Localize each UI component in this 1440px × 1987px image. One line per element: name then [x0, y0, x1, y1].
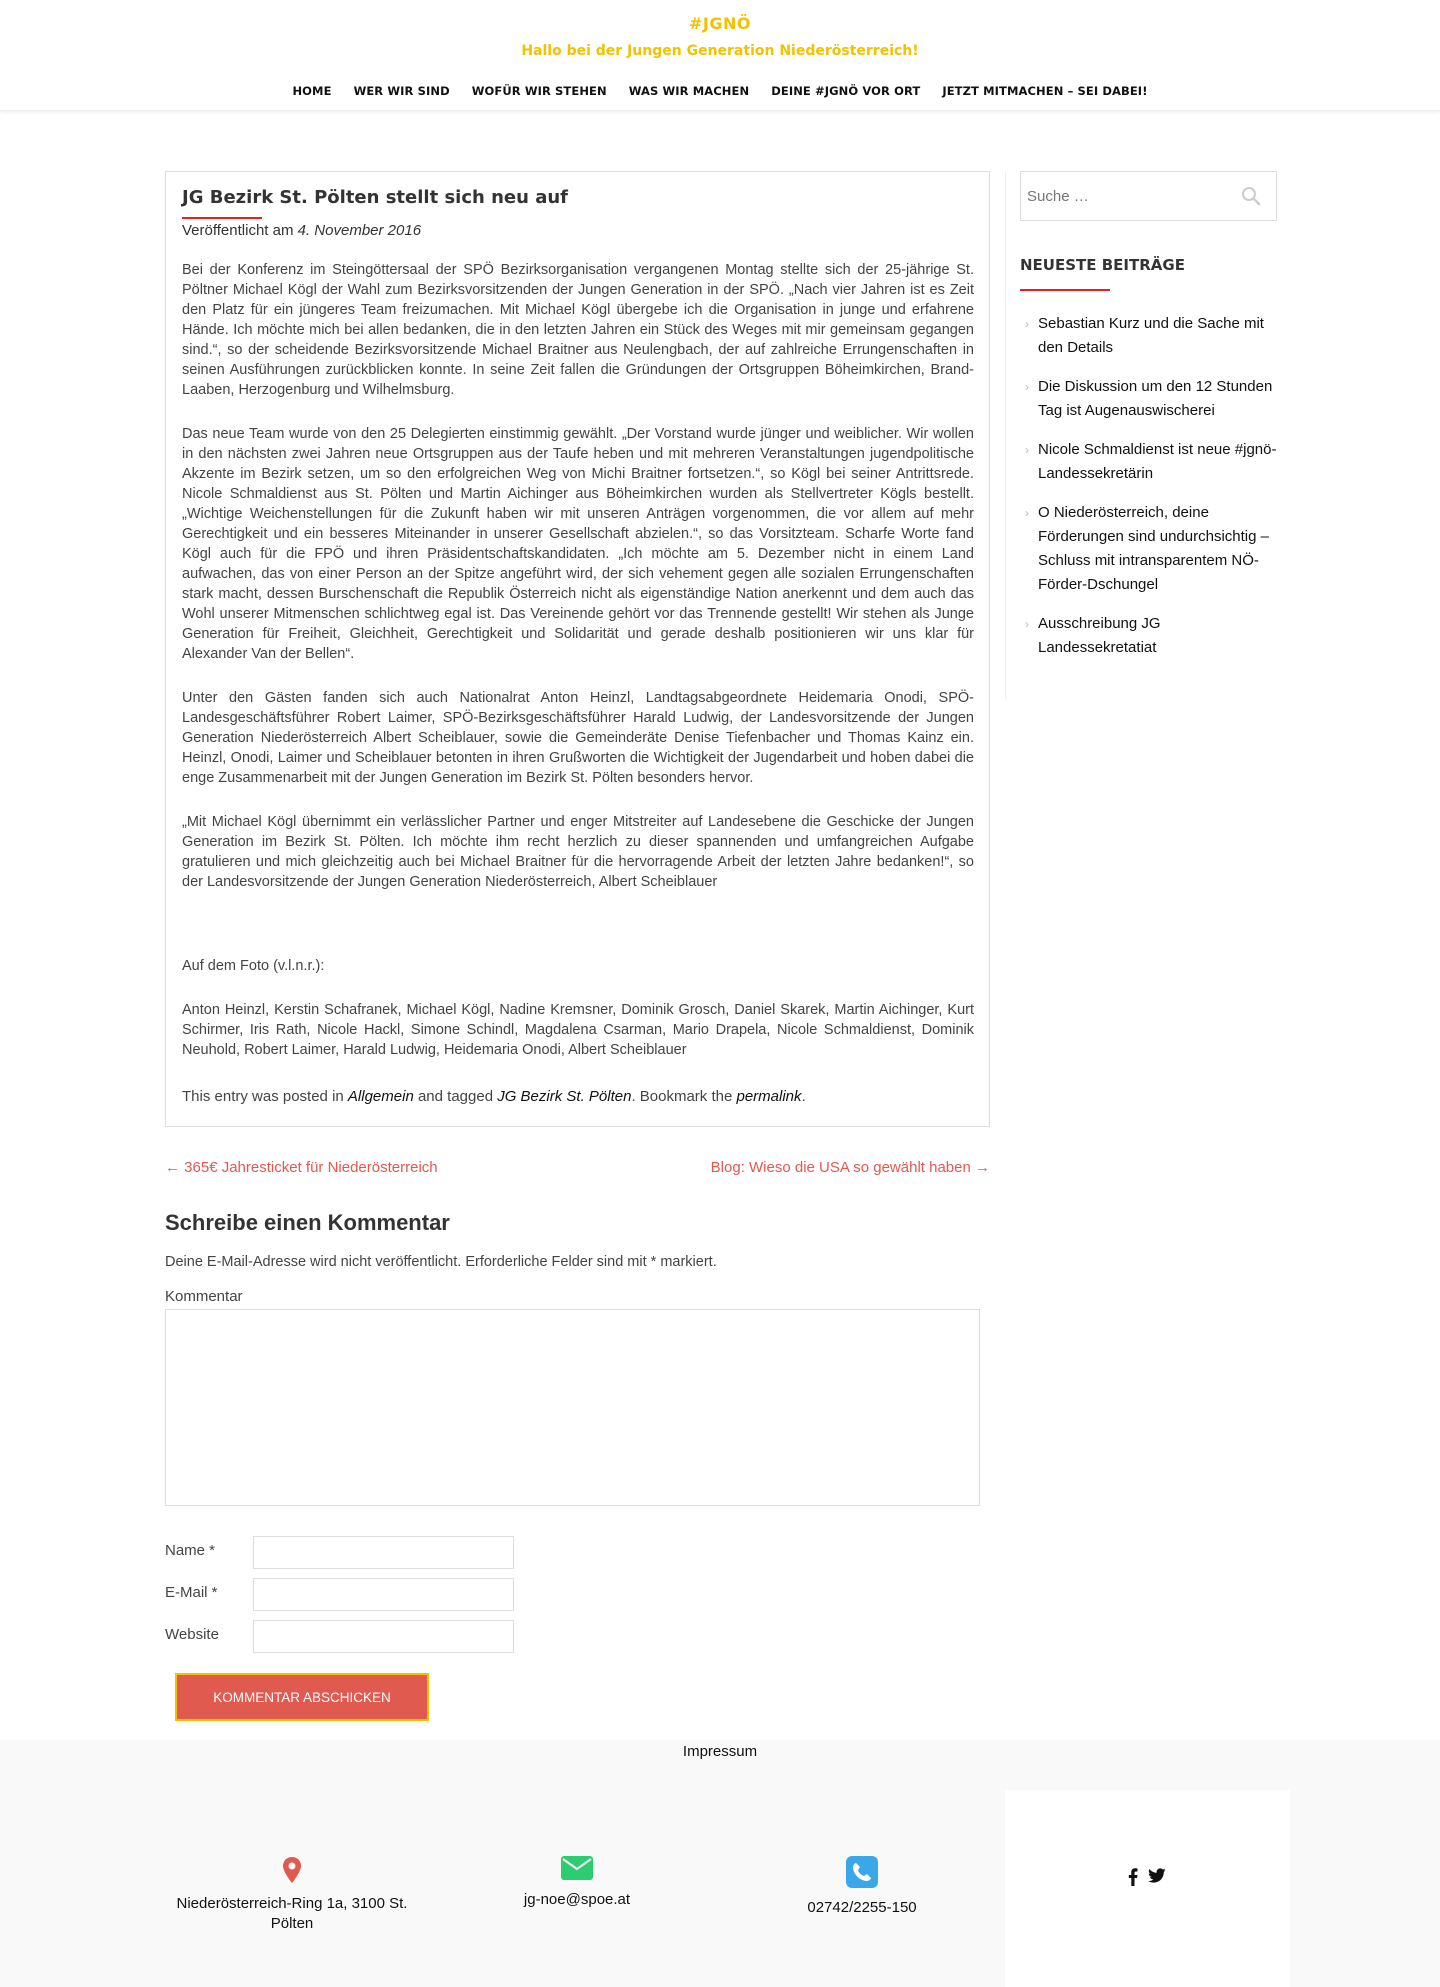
website-input[interactable] [253, 1620, 514, 1653]
category-link[interactable]: Allgemein [347, 1088, 414, 1105]
main-nav [0, 84, 1440, 98]
article-paragraph: Bei der Konferenz im Steingöttersaal der SPÖ Bezirksorganisation vergangenen Montag stellte sich der 25-jährige St. Pöltner Michael Kögl der Wahl zum Bezirksvorsitzenden der Jungen Generation in der SPÖ. „Nach vier Jahren ist es Zeit den Platz für ein jüngeres Team freizumachen. Mit Michael Kögl übergebe ich die Organisation in junge und erfahrene Hände. Ich möchte mich bei allen bedanken, die in den letzten Jahren ein Stück des Weges mit mir gemeinsam gegangen sind.“, so der scheidende Bezirksvorsitzende Michael Braitner aus Neulengbach, der auf zahlreiche Errungenschaften in seinen Ausführungen zurückblicken konnte. In seine Zeit fallen die Gründungen der Ortsgruppen Böheimkirchen, Brand-Laaben, Herzogenburg und Wilhelmsburg. [182, 262, 974, 398]
nav-wofuer-wir-stehen[interactable]: WOFÜR WIR STEHEN [471, 84, 607, 98]
site-tagline: Hallo bei der Jungen Generation Niederösterreich! [521, 43, 919, 59]
next-post-link[interactable]: Blog: Wieso die USA so gewählt haben → [710, 1159, 990, 1176]
article-title: JG Bezirk St. Pölten stellt sich neu auf [182, 187, 568, 208]
address-text: Niederösterreich-Ring 1a, 3100 St. Pölten [176, 1895, 408, 1932]
article-meta [182, 222, 421, 239]
footer-tagged: and tagged [417, 1088, 494, 1105]
search-input[interactable] [1027, 182, 1227, 210]
photo-caption-heading: Auf dem Foto (v.l.n.r.): [182, 958, 325, 974]
footer-address [162, 1856, 422, 1934]
footer-email [447, 1856, 707, 1910]
phone-text[interactable]: 02742/2255-150 [807, 1899, 917, 1916]
impressum-link[interactable]: Impressum [682, 1743, 758, 1760]
name-label: Name * [165, 1542, 216, 1559]
search-form [1020, 171, 1277, 221]
published-date[interactable]: 4. November 2016 [297, 222, 422, 239]
footer-phone [732, 1856, 992, 1918]
published-prefix: Veröffentlicht am [182, 222, 294, 239]
footer-end: . [801, 1088, 806, 1105]
reply-note: Deine E-Mail-Adresse wird nicht veröffentlicht. Erforderliche Felder sind mit * markiert. [165, 1254, 717, 1270]
footer-social-box [1005, 1790, 1290, 1987]
article-paragraph: „Mit Michael Kögl übernimmt ein verlässlicher Partner und enger Mitstreiter auf Landesebene die Geschicke der Jungen Generation im Bezirk St. Pölten. Ich möchte ihm recht herzlich zu dieser spannenden und umfangreichen Aufgabe gratulieren und mich gleichzeitig auch bei Michael Braitner für die hervorragende Arbeit der letzten Jahre bedanken!“, so der Landesvorsitzende der Jungen Generation Niederösterreich, Albert Scheiblauer [182, 814, 974, 890]
nav-wer-wir-sind[interactable]: WER WIR SIND [353, 84, 450, 98]
article-body [182, 260, 974, 1084]
article-footer [182, 1088, 806, 1105]
recent-post-link[interactable]: › O Niederösterreich, deine Förderungen sind undurchsichtig – Schluss mit intransparentem NÖ-Förder-Dschungel [1020, 501, 1280, 597]
title-underline [182, 217, 262, 219]
widget-underline [1020, 289, 1110, 291]
tag-link[interactable]: JG Bezirk St. Pölten [497, 1088, 632, 1105]
phone-icon [846, 1856, 878, 1888]
article-paragraph: Unter den Gästen fanden sich auch Nationalrat Anton Heinzl, Landtagsabgeordnete Heidemaria Onodi, SPÖ-Landesgeschäftsführer Robert Laimer, SPÖ-Bezirksgeschäftsführer Harald Ludwig, der Landesvorsitzende der Jungen Generation Niederösterreich Albert Scheiblauer, sowie die Gemeinderäte Denise Tiefenbacher und Thomas Kainz ein. Heinzl, Onodi, Laimer und Scheiblauer betonten in ihren Grußworten die Wichtigkeit der Jugendarbeit und hoben dabei die enge Zusammenarbeit mit der Jungen Generation im Bezirk St. Pölten besonders hervor. [182, 690, 974, 786]
comment-textarea[interactable] [165, 1309, 980, 1506]
name-input[interactable] [253, 1536, 514, 1569]
email-input[interactable] [253, 1578, 514, 1611]
reply-title: Schreibe einen Kommentar [165, 1210, 450, 1235]
recent-post-link[interactable]: › Sebastian Kurz und die Sache mit den Details [1020, 312, 1280, 360]
envelope-icon [561, 1856, 593, 1880]
recent-post-link[interactable]: › Ausschreibung JG Landessekretatiat [1020, 612, 1280, 660]
permalink-link[interactable]: permalink [736, 1088, 802, 1105]
site-title[interactable]: #JGNÖ [689, 14, 751, 33]
submit-comment-button[interactable]: KOMMENTAR ABSCHICKEN [175, 1673, 429, 1721]
nav-jgnoe-vor-ort[interactable]: DEINE #JGNÖ VOR ORT [771, 84, 921, 98]
website-label: Website [165, 1626, 219, 1643]
social-links [1128, 1868, 1166, 1886]
photo-caption-names: Anton Heinzl, Kerstin Schafranek, Michael Kögl, Nadine Kremsner, Dominik Grosch, Daniel Skarek, Martin Aichinger, Kurt Schirmer, Iris Rath, Nicole Hackl, Simone Schindl, Magdalena Csarman, Mario Drapela, Nicole Schmaldienst, Dominik Neuhold, Robert Laimer, Harald Ludwig, Heidemaria Onodi, Albert Scheiblauer [182, 1002, 974, 1058]
site-header [0, 0, 1440, 111]
recent-post-link[interactable]: › Nicole Schmaldienst ist neue #jgnö-Landessekretärin [1020, 438, 1280, 486]
recent-post-link[interactable]: › Die Diskussion um den 12 Stunden Tag ist Augenauswischerei [1020, 375, 1280, 423]
email-label: E-Mail * [165, 1584, 218, 1601]
article-paragraph: Das neue Team wurde von den 25 Delegierten einstimmig gewählt. „Der Vorstand wurde jünger und weiblicher. Wir wollen in den nächsten zwei Jahren neue Ortsgruppen aus der Taufe heben und mit mehreren Veranstaltungen jugendpolitische Akzente im Bezirk setzen, um so den erfolgreichen Weg von Michi Braitner fortsetzen.“, so Kögl bei seiner Antrittsrede. Nicole Schmaldienst aus St. Pölten und Martin Aichinger aus Böheimkirchen wurden als Stellvertreter Kögls bestellt. „Wichtige Weichenstellungen für die Zukunft haben wir mit unseren Anträgen vorgenommen, die vor allem auf mehr Gerechtigkeit und ein besseres Miteinander in unserer Gesellschaft abzielen.“, so das Vorsitzteam. Scharfe Worte fand Kögl auch für die FPÖ und ihren Präsidentschaftskandidaten. „Ich möchte am 5. Dezember nicht in einem Land aufwachen, das von einer Person an der Spitze angeführt wird, der sich vehement gegen alle sozialen Errungenschaften stark macht, dessen Burschenschaft die Republik Österreich nicht als eigenständige Nation anerkennt und dem auch das Wohl unserer Mitmenschen schlichtweg egal ist. Das Vereinende gehört vor das Trennende gestellt! Wir stehen als Junge Generation für Freiheit, Gleichheit, Gerechtigkeit und Solidarität und gerade deshalb positionieren wir uns klar für Alexander Van der Bellen“. [182, 426, 974, 662]
email-text[interactable]: jg-noe@spoe.at [523, 1891, 631, 1908]
nav-was-wir-machen[interactable]: WAS WIR MACHEN [628, 84, 750, 98]
nav-jetzt-mitmachen[interactable]: JETZT MITMACHEN – SEI DABEI! [942, 84, 1148, 98]
twitter-icon[interactable] [1148, 1868, 1166, 1884]
comment-label: Kommentar [165, 1288, 243, 1305]
recent-posts-title: NEUESTE BEITRÄGE [1020, 256, 1185, 274]
facebook-icon[interactable] [1128, 1868, 1138, 1886]
article [165, 171, 990, 1127]
map-pin-icon [282, 1856, 302, 1884]
footer-prefix: This entry was posted in [182, 1088, 344, 1105]
footer-bookmark: . Bookmark the [631, 1088, 733, 1105]
recent-posts-list [1020, 312, 1280, 675]
previous-post-link[interactable]: ← 365€ Jahresticket für Niederösterreich [165, 1159, 438, 1176]
nav-home[interactable]: HOME [292, 84, 332, 98]
search-icon[interactable] [1240, 185, 1262, 207]
sidebar-divider [1005, 171, 1006, 699]
